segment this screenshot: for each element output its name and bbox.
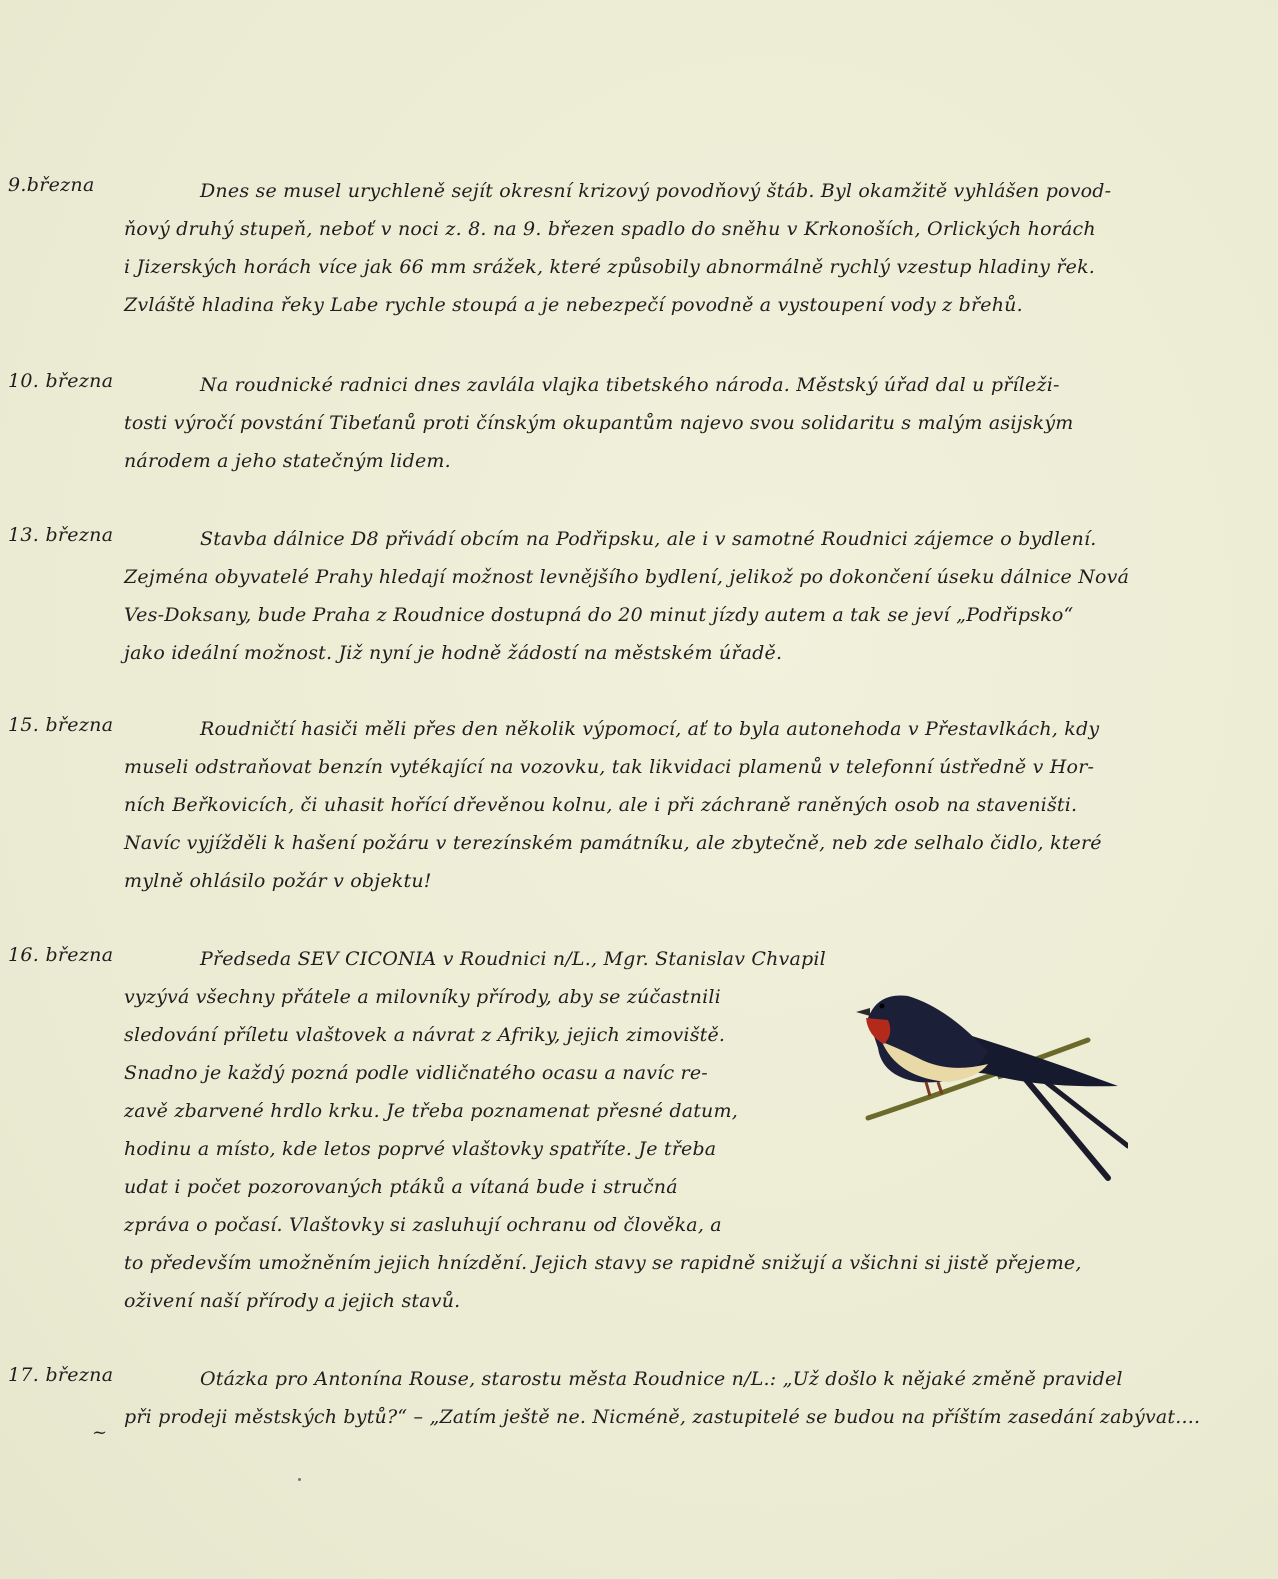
swallow-illustration: [838, 978, 1128, 1188]
entry-line: Snadno je každý pozná podle vidličnatého ocasu a navíc re-: [124, 1062, 708, 1084]
entry-line: udat i počet pozorovaných ptáků a vítaná bude i stručná: [124, 1176, 678, 1198]
entry-line: oživení naší přírody a jejich stavů.: [124, 1290, 461, 1312]
entry-line: sledování příletu vlaštovek a návrat z Afriky, jejich zimoviště.: [124, 1024, 726, 1046]
entry-line: Roudničtí hasiči měli přes den několik výpomocí, ať to byla autonehoda v Přestavlkách, kdy: [200, 718, 1100, 740]
entry-line: Předseda SEV CICONIA v Roudnici n/L., Mgr. Stanislav Chvapil: [200, 948, 826, 970]
entry-line: hodinu a místo, kde letos poprvé vlaštovky spatříte. Je třeba: [124, 1138, 717, 1160]
entry-line: Zejména obyvatelé Prahy hledají možnost levnějšího bydlení, jelikož po dokončení úseku dálnice Nová: [124, 566, 1130, 588]
entry-line: Na roudnické radnici dnes zavlála vlajka tibetského národa. Městský úřad dal u příleži-: [200, 374, 1060, 396]
entry-text: [124, 520, 1129, 672]
eye: [880, 1004, 885, 1009]
entry-line: tosti výročí povstání Tibeťanů proti čínským okupantům najevo svou solidaritu s malým asijským: [124, 412, 1074, 434]
entry-line: mylně ohlásilo požár v objektu!: [124, 870, 432, 892]
entry-line: Otázka pro Antonína Rouse, starostu města Roudnice n/L.: „Už došlo k nějaké změně pravidel: [200, 1368, 1123, 1390]
entry-line: při prodeji městských bytů?“ – „Zatím ještě ne. Nicméně, zastupitelé se budou na příštím zasedání zabývat....: [124, 1406, 1201, 1428]
entry-line: Ves-Doksany, bude Praha z Roudnice dostupná do 20 minut jízdy autem a tak se jeví „Podřipsko“: [124, 604, 1074, 626]
entry-line: ňový druhý stupeň, neboť v noci z. 8. na 9. březen spadlo do sněhu v Krkonoších, Orlických horách: [124, 218, 1096, 240]
entry-line: museli odstraňovat benzín vytékající na vozovku, tak likvidaci plamenů v telefonní ústředně v Hor-: [124, 756, 1095, 778]
entry-line: jako ideální možnost. Již nyní je hodně žádostí na městském úřadě.: [124, 642, 783, 664]
entry-text: [124, 172, 1111, 324]
entry-line: Stavba dálnice D8 přivádí obcím na Podřipsku, ale i v samotné Roudnici zájemce o bydlení.: [200, 528, 1097, 550]
entry-date: 15. března: [8, 714, 114, 736]
entry-line: to především umožněním jejich hnízdění. Jejich stavy se rapidně snižují a všichni si jistě přejeme,: [124, 1252, 1082, 1274]
entry-date: 10. března: [8, 370, 114, 392]
beak: [856, 1008, 870, 1016]
entry-line: zpráva o počasí. Vlaštovky si zasluhují ochranu od člověka, a: [124, 1214, 722, 1236]
entry-text: [124, 710, 1102, 900]
entry-text: [124, 1360, 1200, 1436]
entry-line: i Jizerských horách více jak 66 mm srážek, které způsobily abnormálně rychlý vzestup hladiny řek.: [124, 256, 1096, 278]
ink-dot: [298, 1478, 301, 1481]
entry-date: 17. března: [8, 1364, 114, 1386]
margin-mark: ~: [92, 1422, 108, 1443]
entry-date: 16. března: [8, 944, 114, 966]
entry-text: [124, 366, 1074, 480]
entry-line: národem a jeho statečným lidem.: [124, 450, 451, 472]
entry-line: Zvláště hladina řeky Labe rychle stoupá a je nebezpečí povodně a vystoupení vody z břehů.: [124, 294, 1023, 316]
entry-line: Navíc vyjížděli k hašení požáru v terezínském památníku, ale zbytečně, neb zde selhalo čidlo, které: [124, 832, 1102, 854]
entry-line: vyzývá všechny přátele a milovníky přírody, aby se zúčastnili: [124, 986, 721, 1008]
entry-line: zavě zbarvené hrdlo krku. Je třeba poznamenat přesné datum,: [124, 1100, 738, 1122]
entry-date: 13. března: [8, 524, 114, 546]
entry-line: Dnes se musel urychleně sejít okresní krizový povodňový štáb. Byl okamžitě vyhlášen povod-: [200, 180, 1112, 202]
entry-line: ních Beřkovicích, či uhasit hořící dřevěnou kolnu, ale i při záchraně raněných osob na staveništi.: [124, 794, 1078, 816]
entry-date: 9.března: [8, 174, 95, 196]
throat: [866, 1018, 890, 1044]
